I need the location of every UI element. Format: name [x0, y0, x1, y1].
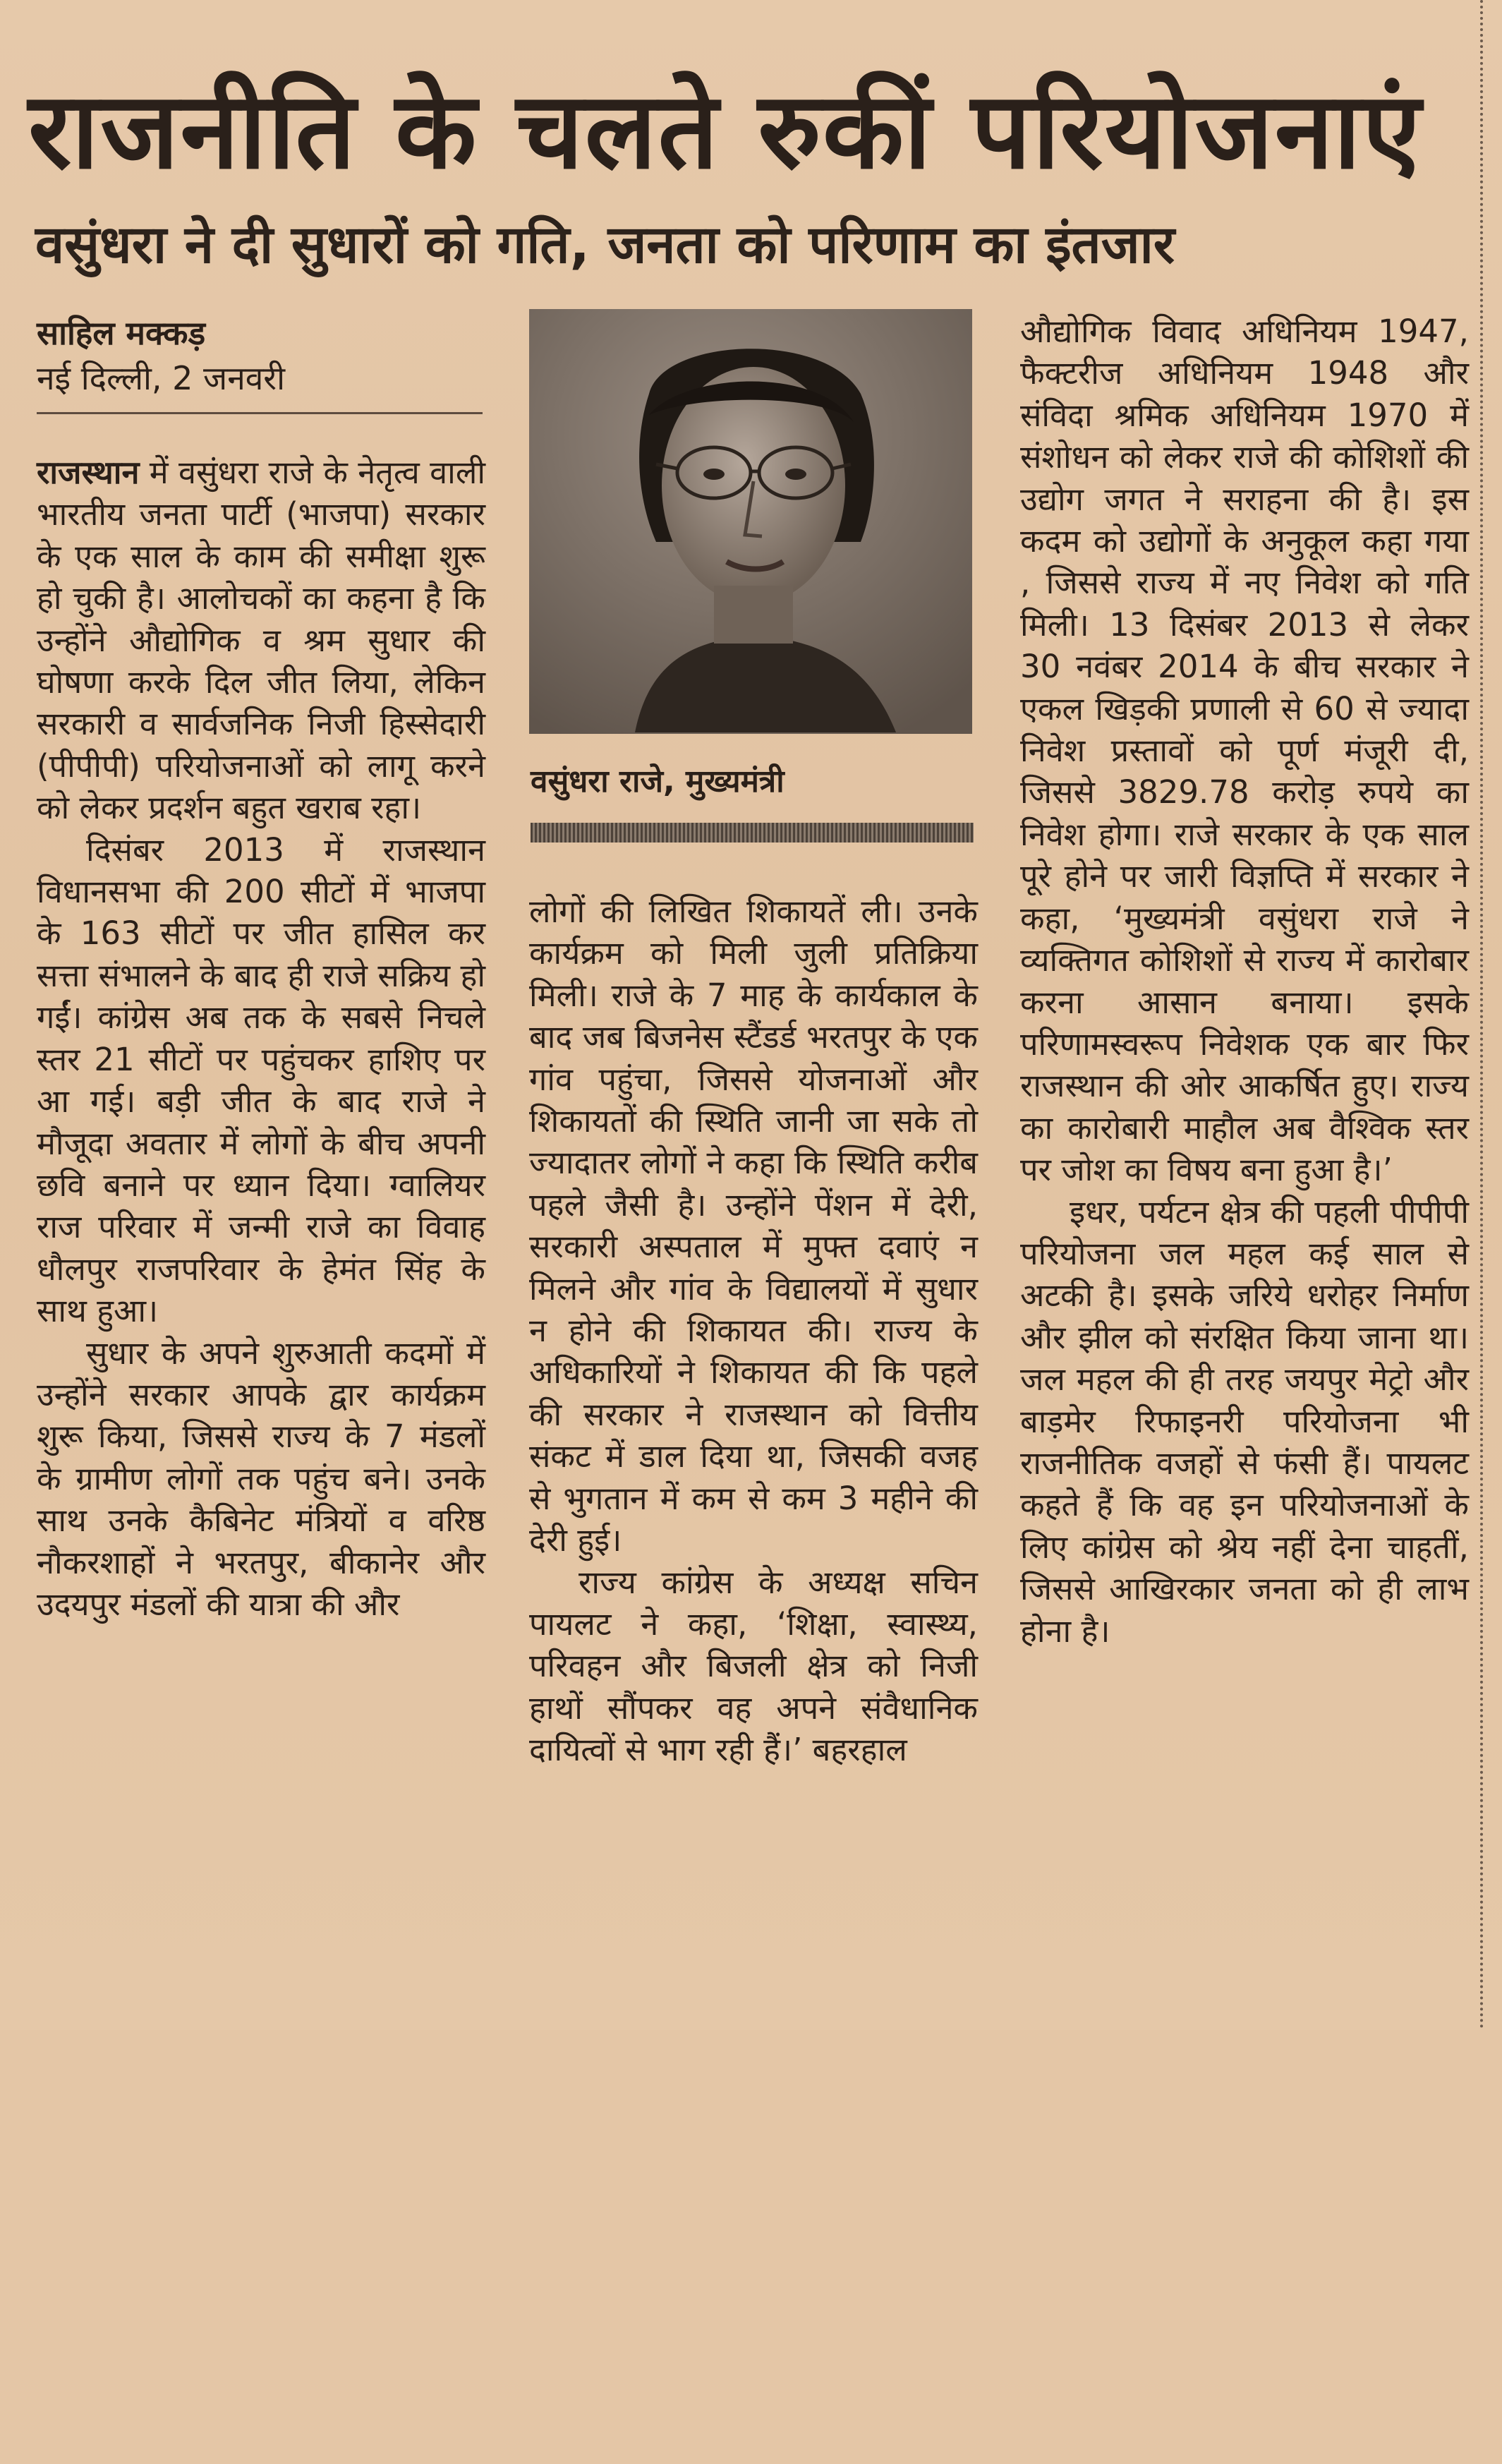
column-divider-dotted	[1480, 0, 1483, 2030]
photo-caption: वसुंधरा राजे, मुख्यमंत्री	[531, 763, 785, 799]
article-column-3	[1020, 310, 1469, 1884]
paragraph-text: में वसुंधरा राजे के नेतृत्व वाली भारतीय जनता पार्टी (भाजपा) सरकार के एक साल के काम की समीक्षा शुरू हो चुकी है। आलोचकों का कहना है कि उन्होंने औद्योगिक व श्रम सुधार की घोषणा करके दिल जीत लिया, लेकिन सरकारी व सार्वजनिक निजी हिस्सेदारी (पीपीपी) परियोजनाओं को लागू करने को लेकर प्रदर्शन बहुत खराब रहा।	[37, 454, 485, 827]
byline-divider	[37, 412, 483, 414]
paragraph: राज्य कांग्रेस के अध्यक्ष सचिन पायलट ने कहा, ‘शिक्षा, स्वास्थ्य, परिवहन और बिजली क्षेत्र को निजी हाथों सौंपकर वह अपने संवैधानिक दायित्वों से भाग रही हैं।’ बहरहाल	[529, 1563, 978, 1769]
portrait-photo	[529, 309, 972, 734]
paragraph	[37, 452, 485, 829]
portrait-image	[529, 309, 972, 734]
paragraph: लोगों की लिखित शिकायतें ली। उनके कार्यक्रम को मिली जुली प्रतिक्रिया मिली। राजे के 7 माह के कार्यकाल के बाद जब बिजनेस स्टैंडर्ड भरतपुर के एक गांव पहुंचा, जिससे योजनाओं और शिकायतों की स्थिति जानी जा सके तो ज्यादातर लोगों ने कहा कि स्थिति करीब पहले जैसी है। उन्होंने पेंशन में देरी, सरकारी अस्पताल में मुफ्त दवाएं न मिलने और गांव के विद्यालयों में सुधार न होने की शिकायत की। राज्य के अधिकारियों ने शिकायत की कि पहले की सरकार ने राजस्थान को वित्तीय संकट में डाल दिया था, जिसकी वजह से भुगतान में कम से कम 3 महीने की देरी हुई।	[529, 893, 978, 1559]
paragraph: इधर, पर्यटन क्षेत्र की पहली पीपीपी परियोजना जल महल कई साल से अटकी है। इसके जरिये धरोहर निर्माण और झील को संरक्षित किया जाना था। जल महल की ही तरह जयपुर मेट्रो और बाड़मेर रिफाइनरी परियोजना भी राजनीतिक वजहों से फंसी हैं। पायलट कहते हैं कि वह इन परियोजनाओं के लिए कांग्रेस को श्रेय नहीं देना चाहतीं, जिससे आखिरकार जनता को ही लाभ होना है।	[1020, 1192, 1469, 1650]
article-column-1	[37, 452, 485, 2025]
paragraph: सुधार के अपने शुरुआती कदमों में उन्होंने सरकार आपके द्वार कार्यक्रम शुरू किया, जिससे राज्य के 7 मंडलों के ग्रामीण लोगों तक पहुंच बने। उनके साथ उनके कैबिनेट मंत्रियों व वरिष्ठ नौकरशाहों ने भरतपुर, बीकानेर और उदयपुर मंडलों की यात्रा की और	[37, 1334, 485, 1623]
byline	[37, 310, 488, 401]
caption-rule	[531, 823, 974, 843]
headline: राजनीति के चलते रुकीं परियोजनाएं	[28, 70, 1422, 193]
paragraph: दिसंबर 2013 में राजस्थान विधानसभा की 200 सीटों में भाजपा के 163 सीटों पर जीत हासिल कर सत्ता संभालने के बाद ही राजे सक्रिय हो गईं। कांग्रेस अब तक के सबसे निचले स्तर 21 सीटों पर पहुंचकर हाशिए पर आ गई। बड़ी जीत के बाद राजे ने मौजूदा अवतार में लोगों के बीच अपनी छवि बनाने पर ध्यान दिया। ग्वालियर राज परिवार में जन्मी राजे का विवाह धौलपुर राजपरिवार के हेमंत सिंह के साथ हुआ।	[37, 831, 485, 1330]
article-column-2	[529, 890, 978, 2464]
lead-word: राजस्थान	[37, 454, 140, 491]
subheadline: वसुंधरा ने दी सुधारों को गति, जनता को परिणाम का इंतजार	[35, 215, 1175, 275]
author-name: साहिल मक्कड़	[37, 314, 206, 352]
paragraph: औद्योगिक विवाद अधिनियम 1947, फैक्टरीज अधिनियम 1948 और संविदा श्रमिक अधिनियम 1970 में संशोधन को लेकर राजे की कोशिशों की उद्योग जगत ने सराहना की है। इस कदम को उद्योगों के अनुकूल कहा गया , जिससे राज्य में नए निवेश को गति मिली। 13 दिसंबर 2013 से लेकर 30 नवंबर 2014 के बीच सरकार ने एकल खिड़की प्रणाली से 60 से ज्यादा निवेश प्रस्तावों को पूर्ण मंजूरी दी, जिससे 3829.78 करोड़ रुपये का निवेश होगा। राजे सरकार के एक साल पूरे होने पर जारी विज्ञप्ति में सरकार ने कहा, ‘मुख्यमंत्री वसुंधरा राजे ने व्यक्तिगत कोशिशों से राज्य में कारोबार करना आसान बनाया। इसके परिणामस्वरूप निवेशक एक बार फिर राजस्थान की ओर आकर्षित हुए। राज्य का कारोबारी माहौल अब वैश्विक स्तर पर जोश का विषय बना हुआ है।’	[1020, 313, 1469, 1189]
dateline: नई दिल्ली, 2 जनवरी	[37, 359, 286, 397]
